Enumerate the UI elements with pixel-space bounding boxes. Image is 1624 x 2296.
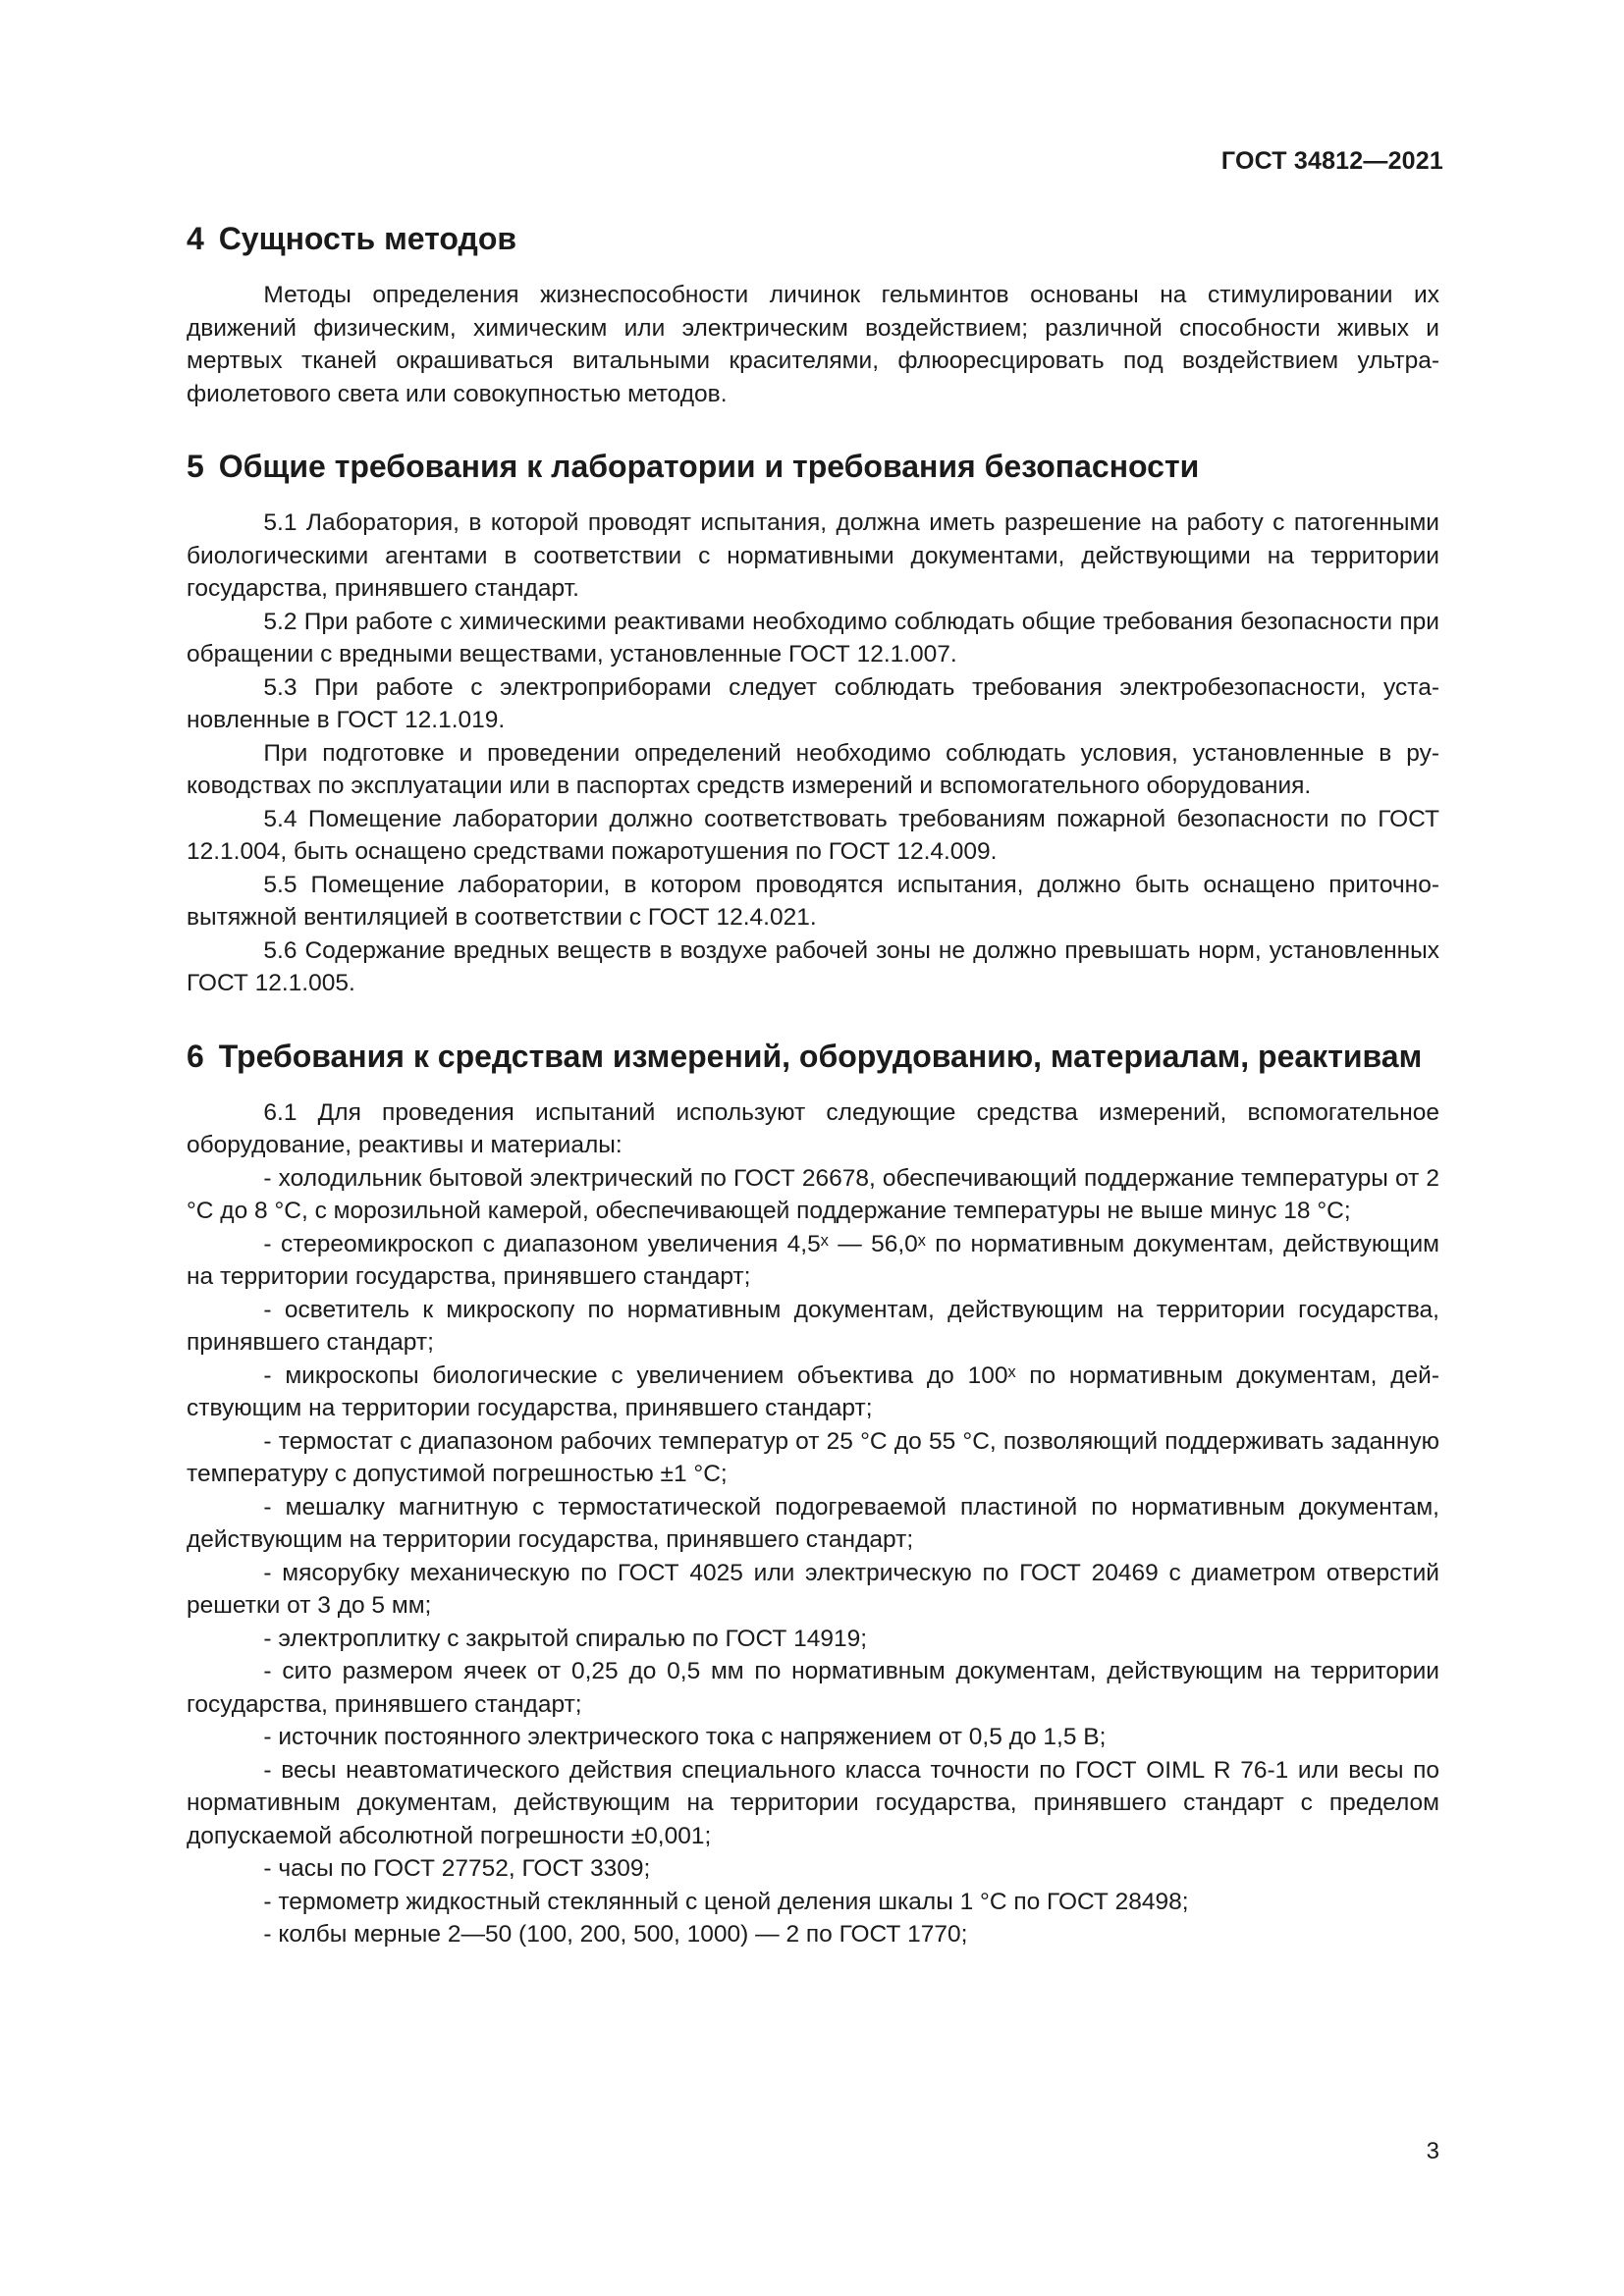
paragraph: 5.2 При работе с химическими реактивами необходимо соблюдать общие требования безопасности при обращении с вредными веществами, установленные ГОСТ 12.1.007. [187,608,1439,667]
list-item: - осветитель к микроскопу по нормативным документам, действующим на территории государства, принявшего стандарт; [187,1296,1439,1356]
list-item: - холодильник бытовой электрический по ГОСТ 26678, обеспечивающий поддержание температуры от 2 °С до 8 °С, с морозильной камерой, обеспечивающей поддержание температуры не выше минус 18 °С; [187,1164,1439,1224]
section-number: 4 [187,221,204,256]
list-item: - микроскопы биологические с увеличением объектива до 100ˣ по нормативным документам, действующим на территории государства, принявшего стандарт; [187,1362,1439,1421]
list-item: - часы по ГОСТ 27752, ГОСТ 3309; [263,1855,651,1882]
list-item: - стереомикроскоп с диапазоном увеличения 4,5ˣ — 56,0ˣ по нормативным документам, действующим на территории государства, принявшего стандарт; [187,1230,1439,1290]
document-id: ГОСТ 34812—2021 [1220,147,1443,175]
list-item: - мешалку магнитную с термостатической подогреваемой пластиной по нормативным документам, действующим на территории государства, принявшего стандарт; [187,1493,1439,1553]
section-title-text: Сущность методов [218,221,517,256]
paragraph: 5.1 Лаборатория, в которой проводят испытания, должна иметь разрешение на работу с патогенными биологическими агентами в соответствии с нормативными документами, действующими на территории государства, принявшего стандарт. [187,509,1439,602]
list-item: - весы неавтоматического действия специального класса точности по ГОСТ OIML R 76-1 или весы по нормативным документам, действующим на территории государства, принявшего стандарт с пределом допускаемой абсолютной погрешности ±0,001; [187,1756,1439,1849]
paragraph: Методы определения жизнеспособности личинок гельминтов основаны на стимулировании их движений физическим, химическим или электрическим воздействием; различной способности живых и мертвых тканей окрашиваться витальными красителями, флюоресцировать под воздействием ультрафиолетового света или совокупностью методов. [187,282,1439,407]
paragraph: 5.5 Помещение лаборатории, в котором проводятся испытания, должно быть оснащено приточно-вытяжной вентиляцией в соответствии с ГОСТ 12.4.021. [187,871,1439,931]
paragraph: При подготовке и проведении определений необходимо соблюдать условия, установленные в руководствах по эксплуатации или в паспортах средств измерений и вспомогательного оборудования. [187,739,1439,799]
section-number: 5 [187,449,204,484]
paragraph: 5.3 При работе с электроприборами следует соблюдать требования электробезопасности, установленные в ГОСТ 12.1.019. [187,673,1439,733]
section-6 [187,1038,1439,1951]
section-title-text: Требования к средствам измерений, оборудованию, материалам, реактивам [218,1038,1423,1074]
section-5 [187,448,1439,1000]
list-item: - электроплитку с закрытой спиралью по ГОСТ 14919; [263,1625,868,1652]
section-title-text: Общие требования к лаборатории и требования безопасности [218,449,1200,484]
section-title [187,448,1439,485]
section-4 [187,220,1439,410]
list-item: - источник постоянного электрического тока с напряжением от 0,5 до 1,5 В; [263,1724,1107,1750]
list-item: - мясорубку механическую по ГОСТ 4025 или электрическую по ГОСТ 20469 с диаметром отверстий решетки от 3 до 5 мм; [187,1559,1439,1619]
list-item: - сито размером ячеек от 0,25 до 0,5 мм по нормативным документам, действующим на территории государства, принявшего стандарт; [187,1658,1439,1718]
section-title [187,220,1439,257]
section-title [187,1038,1439,1075]
list-item: - колбы мерные 2—50 (100, 200, 500, 1000) — 2 по ГОСТ 1770; [263,1921,968,1948]
paragraph: 5.6 Содержание вредных веществ в воздухе рабочей зоны не должно превышать норм, установленных ГОСТ 12.1.005. [187,936,1439,996]
document-body [187,220,1439,1989]
list-item: - термометр жидкостный стеклянный с ценой деления шкалы 1 °С по ГОСТ 28498; [263,1888,1189,1915]
page-number: 3 [1426,2138,1439,2164]
section-number: 6 [187,1038,204,1074]
paragraph: 5.4 Помещение лаборатории должно соответствовать требованиям пожарной безопасности по ГОСТ 12.1.004, быть оснащено средствами пожаротушения по ГОСТ 12.4.009. [187,805,1439,865]
list-item: - термостат с диапазоном рабочих температур от 25 °С до 55 °С, позволяющий поддерживать заданную температуру с допустимой погрешностью ±1 °С; [187,1427,1439,1487]
paragraph: 6.1 Для проведения испытаний используют следующие средства измерений, вспомогательное оборудование, реактивы и материалы: [187,1098,1439,1158]
